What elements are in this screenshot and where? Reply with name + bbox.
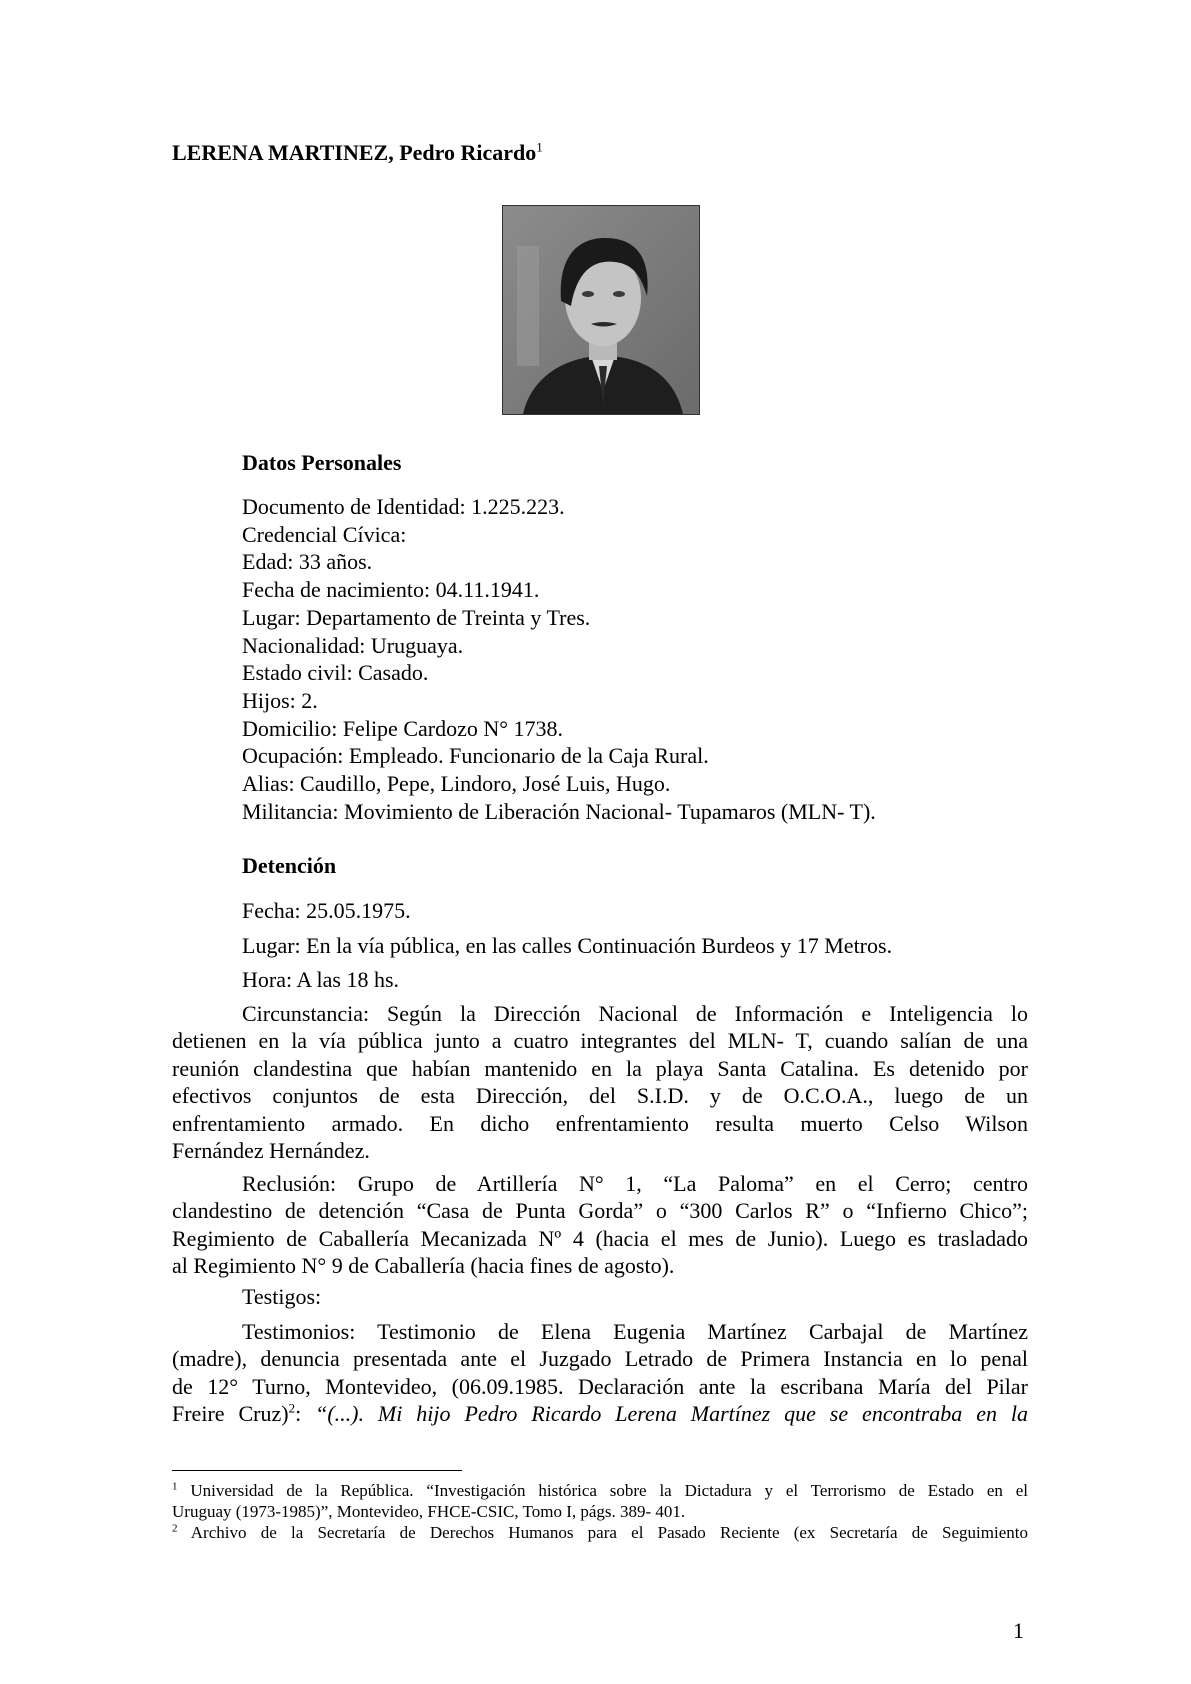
- reclusion-line: al Regimiento N° 9 de Caballería (hacia fines de agosto).: [172, 1253, 675, 1279]
- detention-heading: Detención: [242, 853, 337, 878]
- personal-data-list: [242, 493, 876, 825]
- personal-data-heading: Datos Personales: [242, 450, 402, 475]
- page-title: [172, 140, 543, 166]
- footnote-2-text-1: Archivo de la Secretaría de Derechos Humanos para el Pasado Reciente (ex Secretaría de Seguimiento: [190, 1523, 1028, 1542]
- testigos-label: Testigos:: [242, 1284, 322, 1309]
- field-documento: Documento de Identidad: 1.225.223.: [242, 494, 565, 519]
- field-credencial: Credencial Cívica:: [242, 521, 407, 547]
- reclusion-paragraph: [172, 1170, 1028, 1280]
- circunstancia-line: enfrentamiento armado. En dicho enfrentamiento resulta muerto Celso Wilson: [172, 1110, 1028, 1136]
- field-lugar: Lugar: Departamento de Treinta y Tres.: [242, 604, 591, 630]
- detention-fecha: Fecha: 25.05.1975.: [242, 898, 411, 923]
- field-domicilio: Domicilio: Felipe Cardozo N° 1738.: [242, 715, 564, 741]
- footnote-1-text-1: Universidad de la República. “Investigación histórica sobre la Dictadura y el Terrorismo de Estado en el: [190, 1481, 1029, 1500]
- circunstancia-line: Fernández Hernández.: [172, 1138, 370, 1164]
- testimonios-line: (madre), denuncia presentada ante el Juzgado Letrado de Primera Instancia en lo penal: [172, 1346, 1028, 1372]
- field-estado-civil: Estado civil: Casado.: [242, 660, 429, 686]
- footnote-2-line: [172, 1522, 1028, 1543]
- testimonios-last-plain: Freire Cruz): [172, 1401, 289, 1427]
- field-nacionalidad: Nacionalidad: Uruguaya.: [242, 632, 464, 658]
- footnote-ref-2: 2: [288, 1400, 296, 1416]
- portrait-photo: [502, 205, 700, 415]
- footnote-separator: [172, 1470, 462, 1471]
- circunstancia-line: efectivos conjuntos de esta Dirección, del S.I.D. y de O.C.O.A., luego de un: [172, 1083, 1028, 1109]
- testimonios-line: Testimonios: Testimonio de Elena Eugenia Martínez Carbajal de Martínez: [242, 1319, 1028, 1344]
- field-militancia: Militancia: Movimiento de Liberación Nacional- Tupamaros (MLN- T).: [242, 798, 876, 824]
- reclusion-line: clandestino de detención “Casa de Punta Gorda” o “300 Carlos R” o “Infierno Chico”;: [172, 1198, 1028, 1224]
- footnote-1-marker: 1: [172, 1480, 178, 1493]
- testimonios-line: [172, 1400, 1028, 1427]
- field-ocupacion: Ocupación: Empleado. Funcionario de la Caja Rural.: [242, 743, 709, 769]
- circunstancia-line: reunión clandestina que habían mantenido en la playa Santa Catalina. Es detenido por: [172, 1055, 1028, 1081]
- detention-lugar: Lugar: En la vía pública, en las calles Continuación Burdeos y 17 Metros.: [242, 933, 893, 958]
- page-number: 1: [1013, 1618, 1024, 1643]
- title-name: LERENA MARTINEZ, Pedro Ricardo: [172, 140, 537, 165]
- footnote-1-text-2: Uruguay (1973-1985)”, Montevideo, FHCE-CSIC, Tomo I, págs. 389- 401.: [172, 1502, 686, 1521]
- field-alias: Alias: Caudillo, Pepe, Lindoro, José Luis, Hugo.: [242, 771, 671, 797]
- testimonios-quote: “(...). Mi hijo Pedro Ricardo Lerena Martínez que se encontraba en la: [315, 1401, 1028, 1427]
- testimonios-last-colon: :: [295, 1401, 316, 1427]
- footnote-1-line: [172, 1480, 1028, 1501]
- circunstancia-line: Circunstancia: Según la Dirección Nacional de Información e Inteligencia lo: [242, 1001, 1028, 1026]
- portrait-photo-image: [503, 206, 699, 414]
- footnote-2-marker: 2: [172, 1522, 178, 1535]
- field-edad: Edad: 33 años.: [242, 549, 373, 575]
- field-fecha-nacimiento: Fecha de nacimiento: 04.11.1941.: [242, 577, 540, 603]
- detention-hora: Hora: A las 18 hs.: [242, 967, 400, 992]
- footnote-1: [172, 1480, 1028, 1522]
- footnote-2: [172, 1522, 1028, 1543]
- testimonios-line: de 12° Turno, Montevideo, (06.09.1985. Declaración ante la escribana María del Pilar: [172, 1373, 1028, 1399]
- circunstancia-paragraph: [172, 1000, 1028, 1164]
- reclusion-line: Reclusión: Grupo de Artillería N° 1, “La Paloma” en el Cerro; centro: [242, 1171, 1028, 1196]
- reclusion-line: Regimiento de Caballería Mecanizada Nº 4 (hacia el mes de Junio). Luego es trasladado: [172, 1225, 1028, 1251]
- circunstancia-line: detienen en la vía pública junto a cuatro integrantes del MLN- T, cuando salían de una: [172, 1028, 1028, 1054]
- title-footnote-ref: 1: [536, 139, 543, 155]
- testimonios-paragraph: [172, 1318, 1028, 1428]
- field-hijos: Hijos: 2.: [242, 687, 318, 713]
